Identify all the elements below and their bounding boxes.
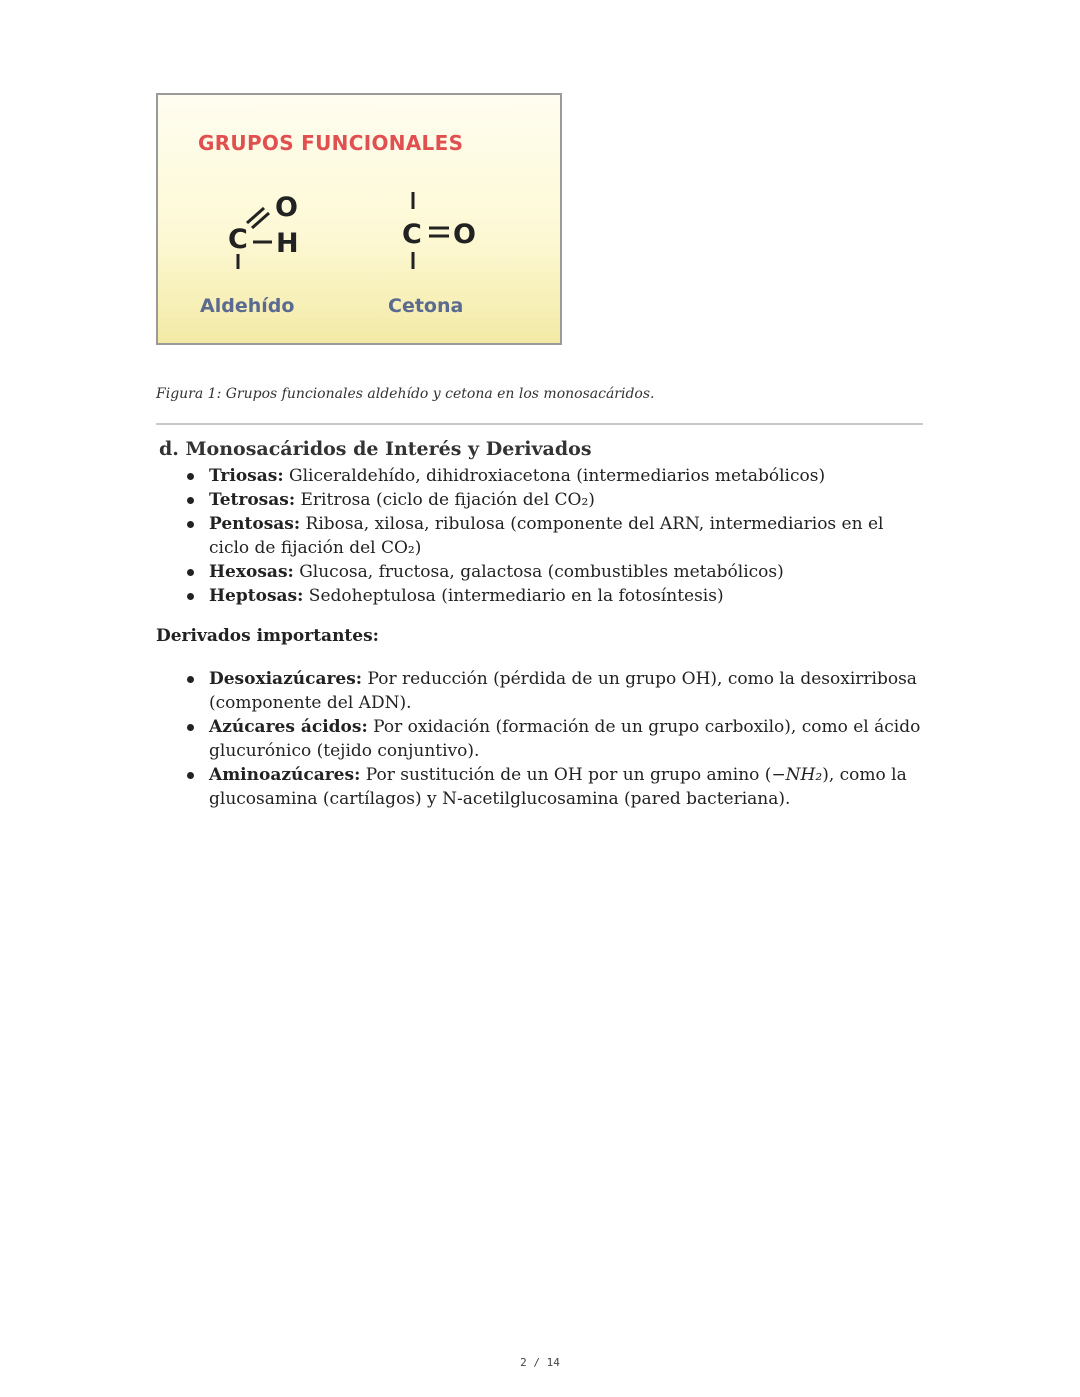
- list-item-text: Glucosa, fructosa, galactosa (combustibles metabólicos): [293, 562, 784, 582]
- aldehyde-hydrogen: H: [276, 228, 299, 259]
- aldehyde-oxygen: O: [275, 192, 298, 223]
- ketone-label: Cetona: [388, 295, 464, 317]
- ketone-structure: [402, 192, 476, 269]
- list-item-term: Tetrosas:: [209, 490, 296, 510]
- section-divider: [156, 423, 923, 425]
- list-item-term: Hexosas:: [209, 562, 294, 582]
- list-item: [187, 763, 927, 811]
- list-item-text: Eritrosa (ciclo de fijación del CO₂): [295, 490, 595, 510]
- list-item-term: Aminoazúcares:: [209, 765, 361, 785]
- figure-caption: Figura 1: Grupos funcionales aldehído y cetona en los monosacáridos.: [156, 386, 655, 402]
- list-item: [187, 584, 927, 608]
- list-item-term: Azúcares ácidos:: [209, 717, 368, 737]
- aldehyde-carbon: C: [228, 224, 248, 255]
- section-heading: d. Monosacáridos de Interés y Derivados: [159, 438, 592, 460]
- ketone-carbon: C: [402, 219, 422, 250]
- list-item-term: Heptosas:: [209, 586, 304, 606]
- list-item-text: Por oxidación (formación de un grupo carboxilo), como el ácido glucurónico (tejido conjuntivo).: [209, 717, 921, 761]
- ketone-oxygen: O: [453, 219, 476, 250]
- amino-group-formula: −NH₂: [771, 765, 823, 785]
- page-number: 2 / 14: [520, 1356, 560, 1369]
- list-item: [187, 715, 927, 763]
- monosaccharides-list: [187, 464, 927, 608]
- figure-title: GRUPOS FUNCIONALES: [198, 131, 464, 155]
- list-item-term: Triosas:: [209, 466, 284, 486]
- list-item-text: Por reducción (pérdida de un grupo OH), como la desoxirribosa (componente del ADN).: [209, 669, 917, 713]
- aldehyde-label: Aldehído: [200, 295, 295, 317]
- list-item: [187, 667, 927, 715]
- list-item-text: Sedoheptulosa (intermediario en la fotosíntesis): [303, 586, 724, 606]
- list-item-term: Desoxiazúcares:: [209, 669, 363, 689]
- list-item-text: Por sustitución de un OH por un grupo amino (: [360, 765, 772, 785]
- derivatives-heading: Derivados importantes:: [156, 626, 379, 646]
- list-item-text: ), como la glucosamina (cartílagos) y N-acetilglucosamina (pared bacteriana).: [209, 765, 907, 809]
- list-item-term: Pentosas:: [209, 514, 301, 534]
- functional-groups-figure: [156, 93, 562, 345]
- list-item-text: Ribosa, xilosa, ribulosa (componente del ARN, intermediarios en el ciclo de fijación del CO₂): [209, 514, 884, 558]
- list-item: [187, 512, 927, 560]
- list-item-text: Gliceraldehído, dihidroxiacetona (intermediarios metabólicos): [283, 466, 826, 486]
- list-item: [187, 560, 927, 584]
- list-item: [187, 464, 927, 488]
- aldehyde-structure: [228, 192, 299, 269]
- derivatives-list: [187, 667, 927, 811]
- list-item: [187, 488, 927, 512]
